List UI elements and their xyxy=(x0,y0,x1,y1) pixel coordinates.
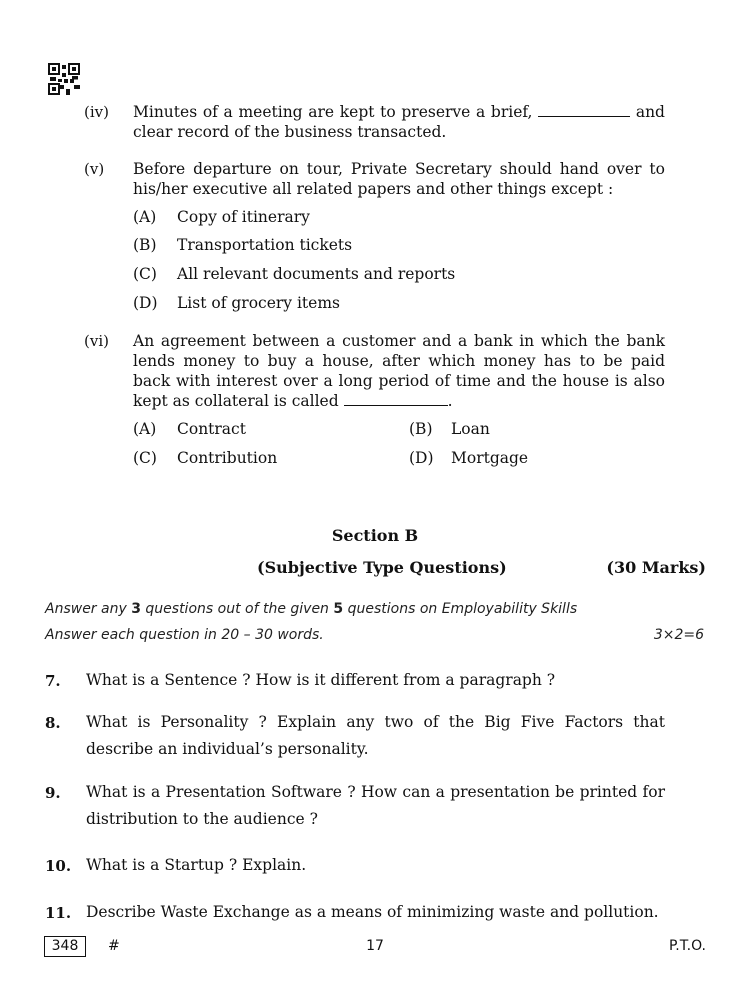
question-number-9: 9. xyxy=(45,784,61,802)
paper-code-box: 348 xyxy=(44,936,86,957)
question-number-iv: (iv) xyxy=(84,103,109,121)
option-label: (A) xyxy=(133,420,157,438)
question-text-iv-end: and clear record of the business transacted. xyxy=(133,103,665,141)
option-text: All relevant documents and reports xyxy=(177,265,456,283)
question-number-8: 8. xyxy=(45,714,61,732)
question-number-10: 10. xyxy=(45,857,72,875)
question-number-vi: (vi) xyxy=(84,332,109,350)
question-text-vi xyxy=(133,331,665,411)
hash-mark: # xyxy=(108,938,120,954)
instruction-suffix: questions on Employability Skills xyxy=(343,601,578,617)
option-label: (D) xyxy=(133,294,158,312)
instruction-count: 3 xyxy=(131,601,141,617)
instruction-prefix: Answer any xyxy=(45,601,132,617)
question-text-vi-body: An agreement between a customer and a bank in which the bank lends money to buy a house, after which money has to be paid back with interest over a long period of time and the house is also kept as collateral is called xyxy=(133,332,665,410)
question-text-v: Before departure on tour, Private Secretary should hand over to his/her executive all related papers and other things except : xyxy=(133,160,665,198)
section-marks: (30 Marks) xyxy=(606,558,706,577)
option-text: Transportation tickets xyxy=(177,236,353,254)
option-label: (A) xyxy=(133,208,157,226)
question-text-7: What is a Sentence ? How is it different from a paragraph ? xyxy=(86,671,556,689)
question-text-11: Describe Waste Exchange as a means of minimizing waste and pollution. xyxy=(86,903,659,921)
question-text-iv xyxy=(133,102,665,142)
option-text: Contribution xyxy=(177,449,278,467)
instruction-line-1 xyxy=(45,601,705,617)
instruction-total: 5 xyxy=(333,601,344,617)
section-title: Section B xyxy=(331,526,419,545)
qr-code-icon xyxy=(48,63,80,95)
option-text: List of grocery items xyxy=(177,294,340,312)
question-text-iv-start: Minutes of a meeting are kept to preserve a brief, xyxy=(133,103,533,121)
option-text: Loan xyxy=(451,420,490,438)
option-text: Mortgage xyxy=(451,449,529,467)
option-label: (B) xyxy=(409,420,433,438)
question-number-11: 11. xyxy=(45,904,72,922)
option-label: (C) xyxy=(133,449,157,467)
option-text: Contract xyxy=(177,420,246,438)
answer-blank-vi xyxy=(344,392,448,406)
question-number-7: 7. xyxy=(45,672,61,690)
answer-blank-iv xyxy=(538,103,630,117)
question-number-v: (v) xyxy=(84,160,105,178)
option-label: (B) xyxy=(133,236,157,254)
page-number: 17 xyxy=(366,938,384,954)
option-label: (D) xyxy=(409,449,434,467)
question-text-8: What is Personality ? Explain any two of the Big Five Factors that describe an individual’s personality. xyxy=(86,713,665,758)
marks-scheme: 3×2=6 xyxy=(653,627,704,643)
section-subtitle: (Subjective Type Questions) xyxy=(257,558,507,577)
question-text-vi-end: . xyxy=(447,392,453,410)
option-text: Copy of itinerary xyxy=(177,208,310,226)
option-label: (C) xyxy=(133,265,157,283)
instruction-middle: questions out of the given xyxy=(140,601,334,617)
question-text-10: What is a Startup ? Explain. xyxy=(86,856,307,874)
question-text-9: What is a Presentation Software ? How can a presentation be printed for distribution to the audience ? xyxy=(86,783,665,828)
instruction-line-2: Answer each question in 20 – 30 words. xyxy=(45,627,324,643)
pto-label: P.T.O. xyxy=(669,938,706,954)
